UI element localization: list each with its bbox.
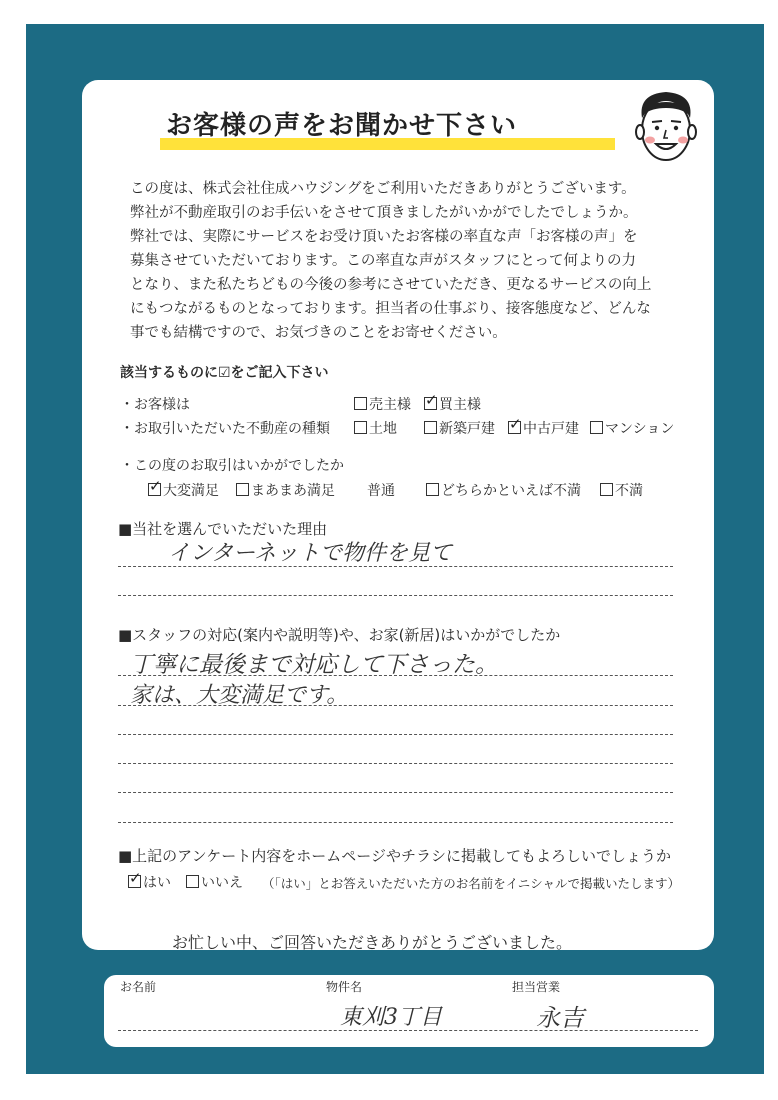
- checkbox[interactable]: [354, 397, 367, 410]
- staff-answer-line-2[interactable]: 家は、大変満足です。: [130, 683, 349, 708]
- checkbox-checked[interactable]: [128, 875, 141, 888]
- option-label: 大変満足: [163, 483, 219, 499]
- staff-heading: ■スタッフの対応(案内や説明等)や、お家(新居)はいかがでしたか: [118, 626, 561, 644]
- instruction-text: 該当するものに☑をご記入下さい: [120, 365, 329, 381]
- staff-value[interactable]: 永吉: [536, 1004, 584, 1032]
- checkbox[interactable]: [186, 875, 199, 888]
- answer-line: [118, 566, 673, 567]
- checkbox-checked[interactable]: [148, 483, 161, 496]
- option-used-house[interactable]: [508, 418, 579, 438]
- intro-line: となり、また私たちどもの今後の参考にさせていただき、更なるサービスの向上: [130, 277, 652, 293]
- title-block: [160, 105, 615, 155]
- answer-line: [118, 792, 673, 793]
- option-somewhat-dissatisfied[interactable]: [426, 480, 581, 500]
- intro-line: 弊社では、実際にサービスをお受け頂いたお客様の率直な声「お客様の声」を: [130, 229, 638, 245]
- checkbox[interactable]: [600, 483, 613, 496]
- reason-answer[interactable]: インターネットで物件を見て: [168, 541, 453, 566]
- mascot-face-icon: [628, 88, 704, 166]
- answer-line: [118, 705, 673, 706]
- option-seller[interactable]: [354, 394, 411, 414]
- property-value[interactable]: 東刈3丁目: [340, 1005, 442, 1030]
- intro-line: この度は、株式会社住成ハウジングをご利用いただきありがとうございます。: [130, 181, 636, 197]
- question-property-type: ・お取引いただいた不動産の種類: [120, 421, 330, 437]
- option-label: 買主様: [439, 397, 481, 413]
- option-label: はい: [143, 875, 171, 891]
- footer-line: [118, 1030, 698, 1031]
- checkbox[interactable]: [236, 483, 249, 496]
- checkbox[interactable]: [352, 483, 365, 496]
- option-label: どちらかといえば不満: [441, 483, 581, 499]
- checkbox[interactable]: [424, 421, 437, 434]
- intro-line: 弊社が不動産取引のお手伝いをさせて頂きましたがいかがでしたでしょうか。: [130, 205, 638, 221]
- intro-paragraph: [130, 177, 651, 345]
- checkbox-checked[interactable]: [424, 397, 437, 410]
- option-neutral[interactable]: [352, 480, 395, 500]
- publish-note: （「はい」とお答えいただいた方のお名前をイニシャルで掲載いたします）: [262, 876, 681, 891]
- checkbox[interactable]: [426, 483, 439, 496]
- option-label: いいえ: [201, 875, 243, 891]
- answer-line: [118, 595, 673, 596]
- option-land[interactable]: [354, 418, 397, 438]
- answer-line: [118, 675, 673, 676]
- publish-yes-option[interactable]: [128, 872, 171, 892]
- option-somewhat-satisfied[interactable]: [236, 480, 335, 500]
- checkbox[interactable]: [590, 421, 603, 434]
- thanks-message: お忙しい中、ご回答いただきありがとうございました。: [172, 933, 573, 952]
- publish-no-option[interactable]: [186, 872, 243, 892]
- staff-label: 担当営業: [512, 980, 561, 994]
- option-dissatisfied[interactable]: [600, 480, 643, 500]
- option-buyer[interactable]: [424, 394, 481, 414]
- staff-answer-line-1[interactable]: 丁寧に最後まで対応して下さった。: [130, 652, 498, 678]
- option-label: 新築戸建: [439, 421, 495, 437]
- answer-line: [118, 822, 673, 823]
- option-label: 普通: [367, 483, 395, 499]
- checkbox[interactable]: [354, 421, 367, 434]
- option-label: まあまあ満足: [251, 483, 335, 499]
- option-label: 中古戸建: [523, 421, 579, 437]
- option-new-house[interactable]: [424, 418, 495, 438]
- option-label: 不満: [615, 483, 643, 499]
- publish-heading: ■上記のアンケート内容をホームページやチラシに掲載してもよろしいでしょうか: [118, 847, 671, 865]
- intro-line: にもつながるものとなっております。担当者の仕事ぶり、接客態度など、どんな: [130, 301, 651, 317]
- option-very-satisfied[interactable]: [148, 480, 219, 500]
- option-mansion[interactable]: [590, 418, 674, 438]
- option-label: 売主様: [369, 397, 411, 413]
- page-title: お客様の声をお聞かせ下さい: [166, 111, 518, 141]
- name-label: お名前: [120, 980, 157, 994]
- intro-line: 募集させていただいております。この率直な声がスタッフにとって何よりの力: [130, 253, 637, 269]
- option-label: マンション: [605, 421, 675, 437]
- question-customer-type: ・お客様は: [120, 397, 190, 413]
- reason-heading: ■当社を選んでいただいた理由: [118, 520, 328, 538]
- intro-line: 事でも結構ですので、お気づきのことをお寄せください。: [130, 325, 507, 341]
- checkbox-checked[interactable]: [508, 421, 521, 434]
- answer-line: [118, 763, 673, 764]
- option-label: 土地: [369, 421, 397, 437]
- answer-line: [118, 734, 673, 735]
- property-label: 物件名: [326, 980, 363, 994]
- question-satisfaction: ・この度のお取引はいかがでしたか: [120, 458, 344, 474]
